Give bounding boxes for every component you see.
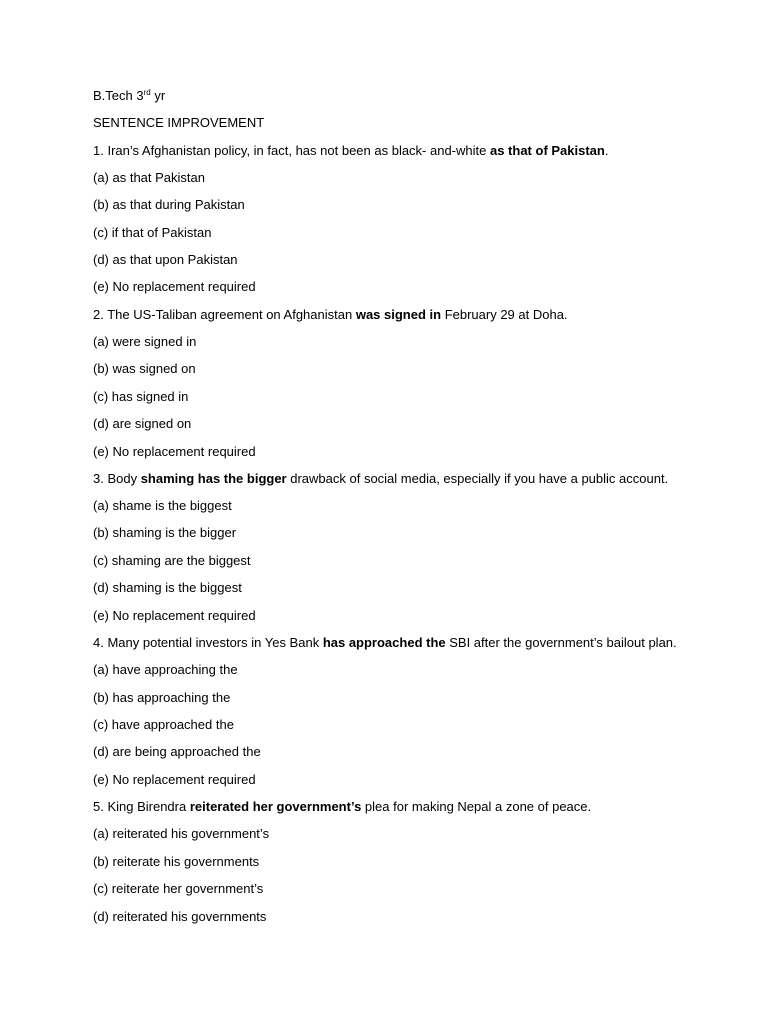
question-3-option-a: (a) shame is the biggest	[93, 498, 232, 513]
question-1	[93, 143, 608, 159]
question-1-option-b: (b) as that during Pakistan	[93, 197, 245, 212]
question-1-option-e: (e) No replacement required	[93, 279, 256, 294]
question-2-bold: was signed in	[355, 307, 442, 322]
question-3-option-e: (e) No replacement required	[93, 608, 256, 623]
question-4-option-d: (d) are being approached the	[93, 744, 261, 759]
question-5-option-d: (d) reiterated his governments	[93, 909, 267, 924]
question-5-bold: reiterated her government’s	[189, 799, 362, 814]
course-superscript: rd	[143, 88, 151, 97]
question-4	[93, 635, 677, 651]
question-3-bold: shaming has the bigger	[140, 471, 287, 486]
question-5-suffix: plea for making Nepal a zone of peace.	[361, 799, 592, 814]
question-5-option-a: (a) reiterated his government’s	[93, 826, 270, 841]
question-3-suffix: drawback of social media, especially if you have a public account.	[286, 471, 669, 486]
question-4-bold: has approached the	[322, 635, 446, 650]
question-4-suffix: SBI after the government’s bailout plan.	[445, 635, 677, 650]
question-1-option-a: (a) as that Pakistan	[93, 170, 205, 185]
question-3	[93, 471, 668, 487]
question-3-prefix: 3. Body	[93, 471, 141, 486]
question-3-option-d: (d) shaming is the biggest	[93, 580, 242, 595]
question-3-option-b: (b) shaming is the bigger	[93, 525, 237, 540]
question-5-option-b: (b) reiterate his governments	[93, 854, 260, 869]
question-2-option-b: (b) was signed on	[93, 361, 196, 376]
course-heading	[93, 88, 165, 104]
question-2-option-d: (d) are signed on	[93, 416, 192, 431]
question-5-prefix: 5. King Birendra	[93, 799, 190, 814]
question-2-prefix: 2. The US-Taliban agreement on Afghanistan	[93, 307, 356, 322]
question-1-prefix: 1. Iran’s Afghanistan policy, in fact, has not been as black- and-white	[93, 143, 490, 158]
question-1-suffix: .	[604, 143, 609, 158]
question-3-option-c: (c) shaming are the biggest	[93, 553, 251, 568]
question-4-option-b: (b) has approaching the	[93, 690, 231, 705]
question-4-option-a: (a) have approaching the	[93, 662, 238, 677]
question-4-option-c: (c) have approached the	[93, 717, 234, 732]
question-4-option-e: (e) No replacement required	[93, 772, 256, 787]
question-5-option-c: (c) reiterate her government’s	[93, 881, 264, 896]
question-1-option-c: (c) if that of Pakistan	[93, 225, 212, 240]
question-2-option-c: (c) has signed in	[93, 389, 189, 404]
question-5	[93, 799, 591, 815]
question-2-option-a: (a) were signed in	[93, 334, 197, 349]
question-1-option-d: (d) as that upon Pakistan	[93, 252, 238, 267]
question-1-bold: as that of Pakistan	[489, 143, 605, 158]
question-2	[93, 307, 568, 323]
question-4-prefix: 4. Many potential investors in Yes Bank	[93, 635, 323, 650]
course-suffix: yr	[150, 88, 166, 103]
question-2-option-e: (e) No replacement required	[93, 444, 256, 459]
section-title: SENTENCE IMPROVEMENT	[93, 115, 265, 130]
question-2-suffix: February 29 at Doha.	[441, 307, 568, 322]
course-text: B.Tech 3	[93, 88, 144, 103]
